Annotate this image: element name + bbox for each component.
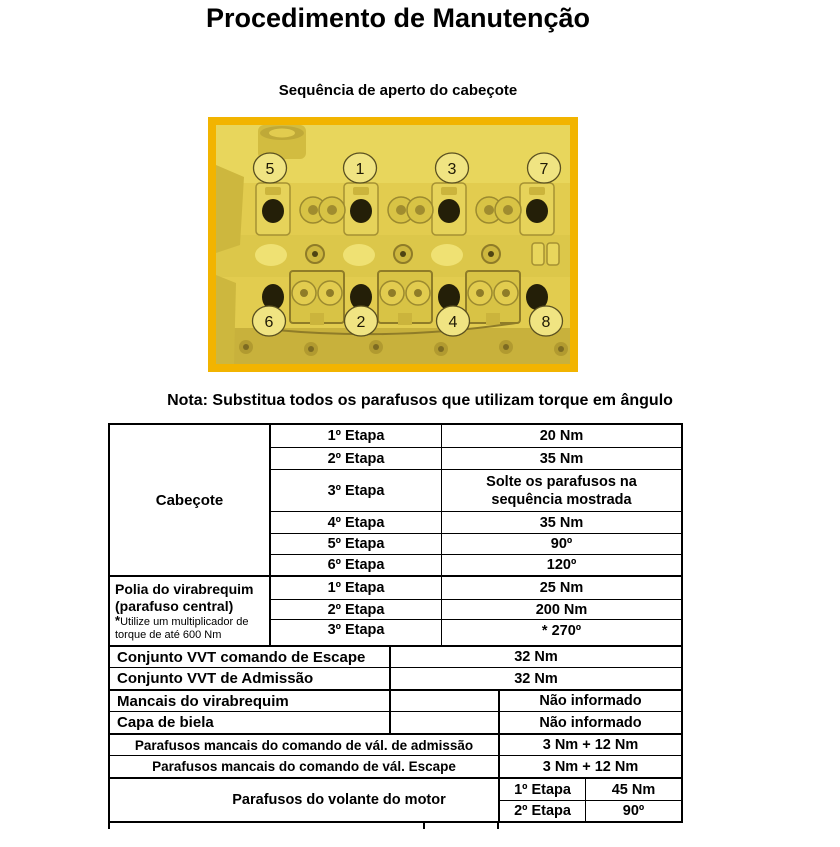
bolt-callout — [345, 306, 378, 336]
table-row — [110, 711, 681, 733]
row-label: Polia do virabrequim (parafuso central) *Utilize um multiplicador de torque de até 600 Nm — [115, 581, 254, 641]
step-cell: 2º Etapa — [514, 803, 571, 819]
value-cell: 90º — [585, 801, 681, 821]
svg-text:8: 8 — [541, 314, 551, 331]
value-cell: 3 Nm + 12 Nm — [498, 735, 681, 755]
row-label: Parafusos mancais do comando de vál. Escape — [152, 759, 456, 774]
step-cell: 5º Etapa — [327, 536, 385, 552]
row-label: Mancais do virabrequim — [117, 692, 289, 710]
svg-text:2: 2 — [356, 314, 366, 331]
table-row — [271, 425, 681, 447]
bolt-callout — [254, 153, 287, 183]
value-cell: 25 Nm — [441, 577, 681, 599]
step-cell: 2º Etapa — [327, 601, 385, 618]
value-cell: 90º — [441, 534, 681, 554]
replacement-note: Nota: Substitua todos os parafusos que utilizam torque em ângulo — [167, 392, 673, 409]
value-cell: 35 Nm — [441, 512, 681, 533]
cabecote-section — [110, 425, 681, 575]
torque-spec-table — [108, 423, 683, 823]
value-cell: 20 Nm — [441, 425, 681, 447]
table-row — [271, 469, 681, 511]
value-cell: 3 Nm + 12 Nm — [498, 756, 681, 777]
step-cell: 2º Etapa — [327, 450, 385, 467]
table-row — [500, 800, 681, 821]
step-cell: 6º Etapa — [327, 557, 385, 573]
cylinder-head-image — [216, 125, 570, 364]
svg-text:4: 4 — [448, 314, 458, 331]
value-cell: 120º — [441, 555, 681, 575]
value-cell: Não informado — [498, 712, 681, 733]
tightening-sequence-diagram — [208, 117, 578, 372]
svg-text:7: 7 — [539, 161, 549, 178]
table-row — [271, 619, 681, 645]
empty-cell — [389, 691, 498, 711]
table-row — [271, 554, 681, 575]
table-row — [500, 779, 681, 800]
value-cell: 32 Nm — [389, 647, 681, 667]
diagram-caption: Sequência de aperto do cabeçote — [278, 82, 518, 99]
row-label: Cabeçote — [155, 491, 224, 509]
bolt-callout — [436, 153, 469, 183]
table-edge-stub — [108, 823, 110, 829]
table-row — [110, 755, 681, 777]
row-label: Conjunto VVT comando de Escape — [117, 648, 366, 666]
bolt-callout — [530, 306, 563, 336]
table-row — [271, 577, 681, 599]
value-cell: 32 Nm — [389, 668, 681, 689]
empty-cell — [389, 712, 498, 733]
svg-text:3: 3 — [447, 161, 457, 178]
table-row — [110, 645, 681, 667]
row-label: Capa de biela — [117, 714, 214, 731]
step-cell: 1º Etapa — [327, 428, 385, 444]
step-cell: 1º Etapa — [327, 580, 385, 596]
step-cell: 1º Etapa — [514, 781, 571, 798]
value-cell: 200 Nm — [441, 600, 681, 619]
svg-text:1: 1 — [355, 161, 365, 178]
row-label: Parafusos mancais do comando de vál. de admissão — [134, 737, 474, 753]
crank-pulley-section — [110, 575, 681, 645]
table-row — [271, 533, 681, 554]
flywheel-section — [110, 777, 681, 821]
svg-text:6: 6 — [264, 314, 274, 331]
table-edge-stub — [423, 823, 425, 829]
step-cell: 3º Etapa — [327, 482, 385, 499]
bolt-callout — [344, 153, 377, 183]
value-cell: Não informado — [498, 691, 681, 711]
value-cell: * 270º — [441, 620, 681, 645]
step-cell: 3º Etapa — [327, 622, 385, 638]
table-row — [110, 689, 681, 711]
table-edge-stub — [497, 823, 499, 829]
row-label: Parafusos do volante do motor — [232, 792, 446, 808]
page-title: Procedimento de Manutenção — [205, 3, 591, 33]
value-cell: 45 Nm — [585, 779, 681, 800]
table-row — [271, 447, 681, 469]
table-row — [271, 599, 681, 619]
table-row — [110, 733, 681, 755]
bolt-callout — [528, 153, 561, 183]
bolt-callout — [437, 306, 470, 336]
value-cell: Solte os parafusos na sequência mostrada — [441, 470, 681, 511]
table-row — [271, 511, 681, 533]
svg-text:5: 5 — [265, 161, 275, 178]
bolt-callout — [253, 306, 286, 336]
step-cell: 4º Etapa — [327, 514, 385, 531]
value-cell: 35 Nm — [441, 448, 681, 469]
rocker-boxes — [290, 271, 520, 325]
table-row — [110, 667, 681, 689]
row-label: Conjunto VVT de Admissão — [117, 670, 314, 687]
